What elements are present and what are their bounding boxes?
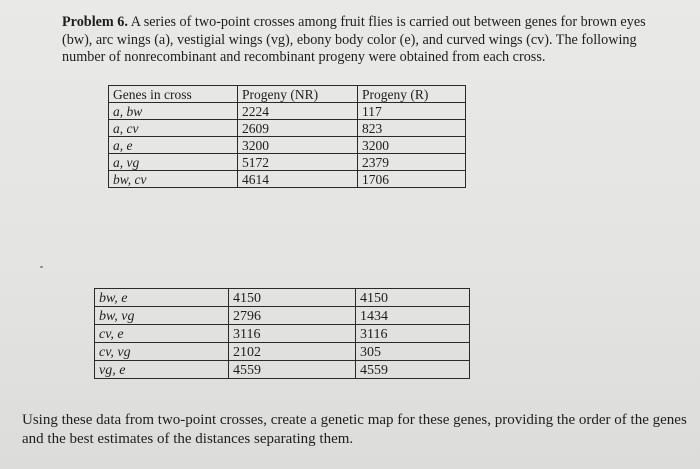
genes-cell: bw, vg — [95, 307, 229, 325]
genes-cell: cv, vg — [95, 343, 229, 361]
nr-cell: 2609 — [238, 120, 358, 137]
genes-cell: a, vg — [109, 154, 238, 171]
table-row — [109, 137, 466, 154]
r-cell: 3116 — [356, 325, 470, 343]
nr-cell: 4150 — [229, 289, 356, 307]
nr-cell: 3116 — [229, 325, 356, 343]
crosses-table-1 — [108, 85, 466, 188]
r-cell: 305 — [356, 343, 470, 361]
paper-speck — [40, 266, 43, 268]
r-cell: 2379 — [358, 154, 466, 171]
table-row — [109, 154, 466, 171]
r-cell: 4559 — [356, 361, 470, 379]
nr-cell: 2224 — [238, 103, 358, 120]
instructions-text: Using these data from two-point crosses, create a genetic map for these genes, providing the order of the genes and the best estimates of the distances separating them. — [22, 412, 687, 447]
nr-cell: 4559 — [229, 361, 356, 379]
problem-text: A series of two-point crosses among fruit flies is carried out between genes for brown eyes (bw), arc wings (a), vestigial wings (vg), ebony body color (e), and curved wings (cv). The following number of nonrecombinant and recombinant progeny were obtained from each cross. — [62, 14, 646, 65]
table-row — [95, 307, 470, 325]
table-row — [95, 343, 470, 361]
crosses-table-2 — [94, 288, 470, 379]
genes-cell: a, cv — [109, 120, 238, 137]
r-cell: 4150 — [356, 289, 470, 307]
nr-cell: 3200 — [238, 137, 358, 154]
genes-cell: a, e — [109, 137, 238, 154]
r-cell: 823 — [358, 120, 466, 137]
genes-cell: a, bw — [109, 103, 238, 120]
nr-cell: 5172 — [238, 154, 358, 171]
table-row — [95, 361, 470, 379]
table-row — [95, 289, 470, 307]
header-progeny-r: Progeny (R) — [358, 86, 466, 103]
r-cell: 3200 — [358, 137, 466, 154]
r-cell: 1706 — [358, 171, 466, 188]
nr-cell: 4614 — [238, 171, 358, 188]
table-row — [109, 171, 466, 188]
genes-cell: cv, e — [95, 325, 229, 343]
header-progeny-nr: Progeny (NR) — [238, 86, 358, 103]
table-header-row — [109, 86, 466, 103]
table-row — [109, 120, 466, 137]
table-row — [95, 325, 470, 343]
r-cell: 117 — [358, 103, 466, 120]
nr-cell: 2796 — [229, 307, 356, 325]
problem-statement — [62, 14, 662, 67]
genes-cell: vg, e — [95, 361, 229, 379]
nr-cell: 2102 — [229, 343, 356, 361]
genes-cell: bw, cv — [109, 171, 238, 188]
r-cell: 1434 — [356, 307, 470, 325]
problem-title: Problem 6. — [62, 14, 128, 30]
table-row — [109, 103, 466, 120]
genes-cell: bw, e — [95, 289, 229, 307]
header-genes: Genes in cross — [109, 86, 238, 103]
